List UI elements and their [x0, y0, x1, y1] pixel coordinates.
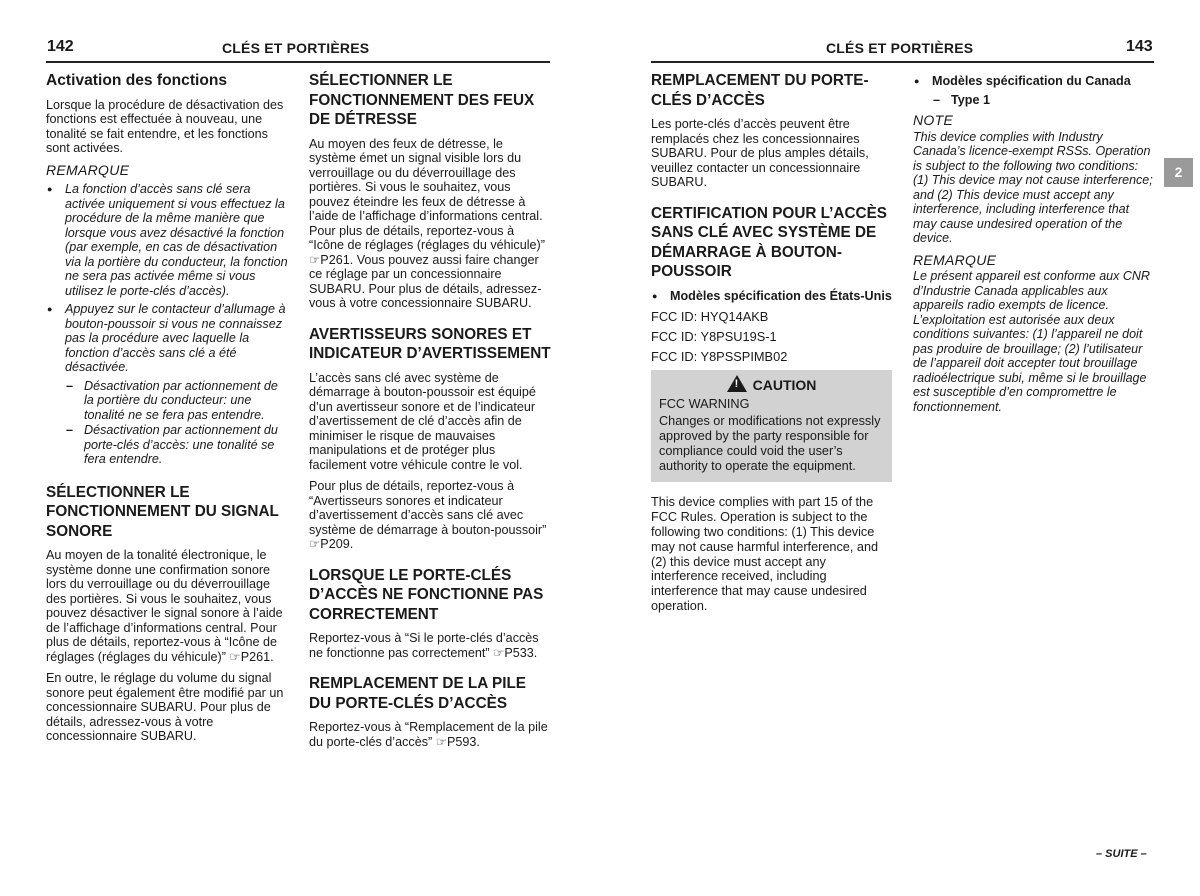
- fcc-id-3: FCC ID: Y8PSSPIMB02: [651, 349, 788, 364]
- chapter-tab: 2: [1164, 158, 1193, 187]
- right-page-title: CLÉS ET PORTIÈRES: [826, 40, 974, 56]
- bullet-us-models: ● Modèles spécification des États-Unis: [651, 289, 892, 304]
- remarque-text-canada: Le présent appareil est conforme aux CNR d’Industrie Canada applicables aux appareils radio exempts de licence. L’exploitation est autorisée aux deux conditions suivantes: (1) l’appareil ne doit pas produire de brouillage; (2) l’utilisateur de l’appareil doit accepter tout brouillage radioélectrique subi, même si le brouillage est susceptible d’en compromettre le fonctionnement.: [913, 269, 1150, 414]
- heading-remplacement-porte-cles: REMPLACEMENT DU PORTE-CLÉS D’ACCÈS: [651, 72, 869, 109]
- paragraph-signal-sonore-1: Au moyen de la tonalité électronique, le système donne une confirmation sonore lors du verrouillage ou du déverrouillage des portières. Si vous le souhaitez, vous pouvez désactiver le signal sonore à l’aide de l’affichage d’informations central. Pour plus de détails, reportez-vous à “Icône de réglages (réglages du véhicule)” ☞P261.: [46, 548, 283, 664]
- caution-subtitle: FCC WARNING: [659, 396, 750, 411]
- remarque-dash-2: – Désactivation par actionnement du porte-clés d’accès: une tonalité se fera entendre.: [46, 423, 289, 467]
- paragraph-signal-sonore-2: En outre, le réglage du volume du signal sonore peut également être modifié par un concessionnaire SUBARU. Pour plus de détails, adressez-vous à votre concessionnaire SUBARU.: [46, 671, 284, 743]
- paragraph-porte-cles-ne-fonctionne: Reportez-vous à “Si le porte-clés d’accès ne fonctionne pas correctement” ☞P533.: [309, 631, 539, 660]
- heading-activation: Activation des fonctions: [46, 72, 228, 89]
- column-3: [651, 71, 892, 614]
- right-page-number: 143: [1126, 38, 1153, 55]
- heading-remplacement-pile: REMPLACEMENT DE LA PILE DU PORTE-CLÉS D’ACCÈS: [309, 675, 526, 712]
- caution-text: Changes or modifications not expressly approved by the party responsible for compliance could void the user’s authority to operate the equipment.: [659, 414, 881, 473]
- warning-triangle-icon: !: [727, 375, 747, 392]
- paragraph-avertisseurs-2: Pour plus de détails, reportez-vous à “Avertisseurs sonores et indicateur d’avertissement d’accès sans clé avec système de démarrage à bouton-poussoir” ☞P209.: [309, 479, 547, 551]
- paragraph-avertisseurs-1: L’accès sans clé avec système de démarrage à bouton-poussoir est équipé d’un avertisseur sonore et de l’indicateur d’avertissement de clé d’accès afin de minimiser le risque de mauvaises manipulations et de protéger plus facilement votre véhicule contre le vol.: [309, 370, 536, 472]
- left-page-title: CLÉS ET PORTIÈRES: [222, 40, 370, 56]
- heading-feux-detresse: SÉLECTIONNER LE FONCTIONNEMENT DES FEUX DE DÉTRESSE: [309, 72, 535, 128]
- paragraph-remplacement-porte-cles: Les porte-clés d’accès peuvent être remplacés chez les concessionnaires SUBARU. Pour de plus amples détails, veuillez contacter un concessionnaire SUBARU.: [651, 117, 869, 189]
- type-1-label: [913, 93, 1155, 108]
- left-page-number: 142: [47, 38, 74, 55]
- remarque-bullet-1: ● La fonction d’accès sans clé sera activée uniquement si vous effectuez la procédure de la même manière que lorsque vous avez désactivé la fonction (par exemple, en cas de désactivation via la portière du conducteur, la fonction ne sera pas activée même si vous utilisez le porte-clés d’accès).: [46, 182, 289, 298]
- bullet-canada-models: ● Modèles spécification du Canada: [913, 74, 1155, 89]
- remarque-label: REMARQUE: [46, 161, 130, 178]
- note-label: NOTE: [913, 112, 954, 128]
- left-header-rule: [46, 61, 550, 63]
- heading-avertisseurs: AVERTISSEURS SONORES ET INDICATEUR D’AVERTISSEMENT: [309, 325, 551, 362]
- heading-porte-cles-ne-fonctionne: LORSQUE LE PORTE-CLÉS D’ACCÈS NE FONCTIONNE PAS CORRECTEMENT: [309, 566, 544, 623]
- remarque-dash-1: – Désactivation par actionnement de la portière du conducteur: une tonalité ne se fera pas entendre.: [46, 379, 289, 423]
- column-2: [309, 71, 552, 756]
- fcc-id-2: FCC ID: Y8PSU19S-1: [651, 329, 777, 344]
- column-1: [46, 74, 289, 751]
- right-header-rule: [651, 61, 1154, 63]
- heading-signal-sonore: SÉLECTIONNER LE FONCTIONNEMENT DU SIGNAL SONORE: [46, 483, 279, 540]
- type-1-text: Type 1: [951, 92, 990, 107]
- caution-title: CAUTION: [752, 377, 817, 393]
- remarque-label-canada: REMARQUE: [913, 251, 997, 268]
- paragraph-feux-detresse: Au moyen des feux de détresse, le système émet un signal visible lors du verrouillage ou du déverrouillage des portières. Si vous le souhaitez, vous pouvez éteindre les feux de détresse à l’aide de l’affichage d’informations central. Pour plus de détails, reportez-vous à “Icône de réglages (réglages du véhicule)” ☞P261. Vous pouvez aussi faire changer ce réglage par un concessionnaire SUBARU. Pour plus de détails, adressez-vous à votre concessionnaire SUBARU.: [309, 136, 545, 310]
- paragraph-remplacement-pile: Reportez-vous à “Remplacement de la pile du porte-clés d’accès” ☞P593.: [309, 720, 548, 749]
- heading-certification: CERTIFICATION POUR L’ACCÈS SANS CLÉ AVEC SYSTÈME DE DÉMARRAGE À BOUTON-POUSSOIR: [651, 204, 887, 280]
- type-1-dash: –: [933, 92, 941, 107]
- note-text: This device complies with Industry Canada’s licence-exempt RSSs. Operation is subject to the following two conditions: (1) This device may not cause interference; and (2) This device must accept any interference, including interference that may cause undesired operation of the device.: [913, 129, 1153, 245]
- fcc-compliance-text: This device complies with part 15 of the FCC Rules. Operation is subject to the following two conditions: (1) This device may not cause harmful interference, and (2) this device must accept any interference received, including interference that may cause undesired operation.: [651, 495, 879, 614]
- fcc-id-1: FCC ID: HYQ14AKB: [651, 309, 769, 324]
- paragraph-activation: Lorsque la procédure de désactivation des fonctions est effectuée à nouveau, une tonalité se fait entendre, et les fonctions sont activées.: [46, 97, 284, 155]
- column-4: [913, 74, 1155, 421]
- remarque-bullet-2: ● Appuyez sur le contacteur d’allumage à bouton-poussoir si vous ne connaissez pas la procédure avec laquelle la fonction d’accès sans clé a été désactivée.: [46, 302, 289, 375]
- footer-suite: – SUITE –: [1096, 848, 1147, 860]
- caution-box: [651, 370, 892, 482]
- caution-header: [659, 375, 884, 393]
